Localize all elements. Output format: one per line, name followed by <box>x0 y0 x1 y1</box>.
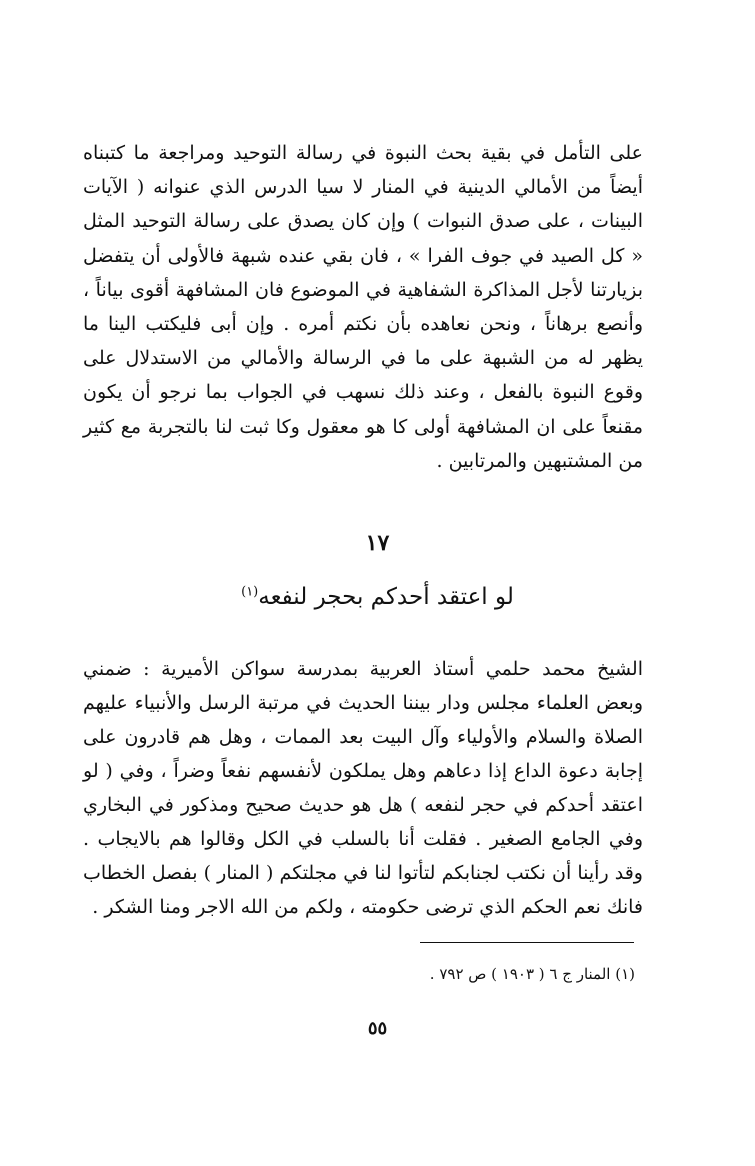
footnote-divider <box>420 942 634 943</box>
section-heading <box>0 584 755 610</box>
body-paragraph: الشيخ محمد حلمي أستاذ العربية بمدرسة سواكن الأميرية : ضمني وبعض العلماء مجلس ودار بيننا الحديث في مرتبة الرسل والأنبياء عليهم الصلاة والسلام والأولياء وآل البيت بعد الممات ، وهل هم قادرون على إجابة دعوة الداع إذا دعاهم وهل يملكون لأنفسهم نفعاً وضراً ، وفي ( لو اعتقد أحدكم في حجر لنفعه ) هل هو حديث صحيح ومذكور في البخاري وفي الجامع الصغير . فقلت أنا بالسلب في الكل وقالوا هم بالايجاب . وقد رأينا أن نكتب لجنابكم لتأتوا لنا في مجلتكم ( المنار ) بفصل الخطاب فانك نعم الحكم الذي ترضى حكومته ، ولكم من الله الاجر ومنا الشكر . <box>83 658 643 918</box>
footnote: (١) المنار ج ٦ ( ١٩٠٣ ) ص ٧٩٢ . <box>429 965 635 983</box>
intro-paragraph: على التأمل في بقية بحث النبوة في رسالة التوحيد ومراجعة ما كتبناه أيضاً من الأمالي الدينية في المنار لا سيا الدرس الذي عنوانه ( الآيات البينات ، على صدق النبوات ) وإن كان يصدق على رسالة التوحيد المثل « كل الصيد في جوف الفرا » ، فان بقي عنده شبهة فالأولى أن يتفضل بزيارتنا لأجل المذاكرة الشفاهية في الموضوع فان المشافهة أقوى بياناً ، وأنصع برهاناً ، ونحن نعاهده بأن نكتم أمره . وإن أبى فليكتب الينا ما يظهر له من الشبهة على ما في الرسالة والأمالي من الاستدلال على وقوع النبوة بالفعل ، وعند ذلك نسهب في الجواب بما نرجو أن يكون مقنعاً على ان المشافهة أولى كا هو معقول وكا ثبت لنا بالتجربة مع كثير من المشتبهين والمرتابين . <box>83 142 643 472</box>
section-number: ١٧ <box>365 530 390 556</box>
page-number: ٥٥ <box>367 1018 388 1039</box>
section-title: لو اعتقد أحدكم بحجر لنفعه <box>258 584 514 610</box>
footnote-reference: (١) <box>241 584 259 600</box>
